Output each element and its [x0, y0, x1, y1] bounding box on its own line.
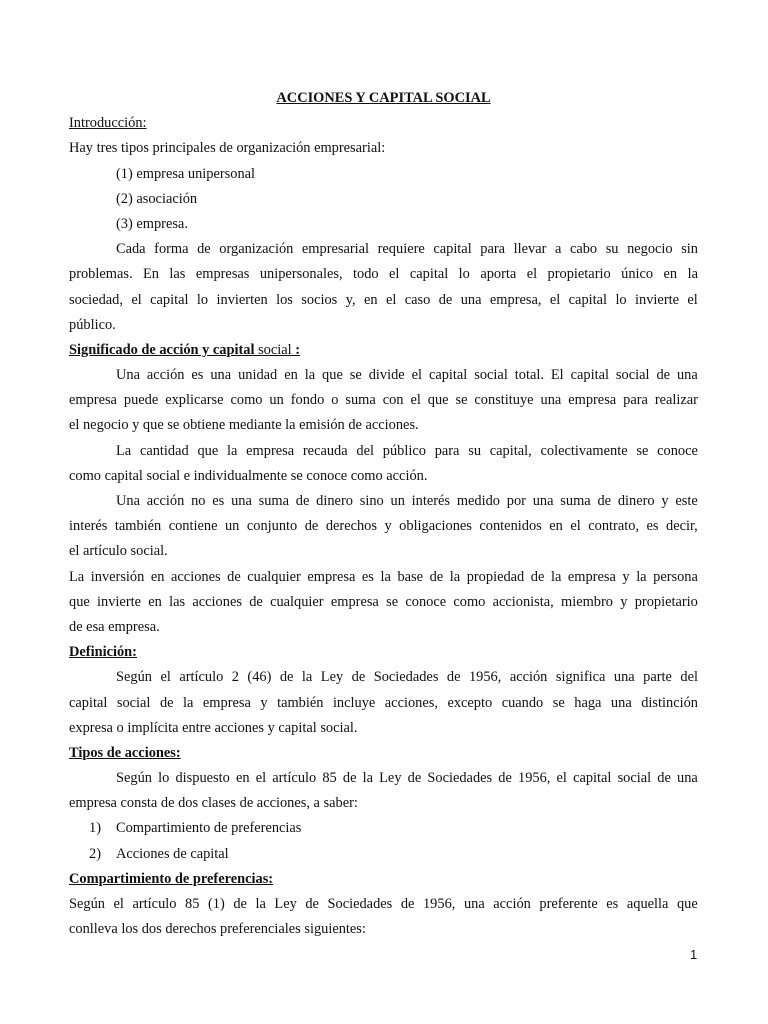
word: cualquier	[270, 593, 324, 610]
word: Ley	[379, 770, 402, 787]
word: constituye	[474, 392, 534, 409]
word: es	[646, 518, 659, 535]
word: cabo	[569, 241, 598, 258]
word: la	[362, 770, 373, 787]
word: acción	[509, 669, 548, 686]
word: La	[116, 442, 132, 459]
word: lo	[615, 291, 627, 308]
word: organización	[219, 241, 294, 258]
paragraph-line: expresa o implícita entre acciones y capital social.	[69, 719, 358, 736]
word: de	[279, 669, 294, 686]
word: la	[255, 896, 266, 912]
org-type-item: (2) asociación	[116, 190, 198, 207]
paragraph-line	[69, 237, 698, 262]
significado-heading-colon: :	[291, 341, 301, 358]
word: colectivamente	[540, 442, 628, 459]
word: y	[260, 694, 268, 711]
word: acción	[146, 493, 185, 509]
paragraph-line: el negocio y que se obtiene mediante la emisión de acciones.	[69, 417, 419, 434]
word: en	[284, 367, 298, 384]
word: en	[363, 291, 378, 308]
word: decir,	[666, 518, 698, 535]
word: contenidos	[479, 518, 542, 535]
word: empresa	[568, 392, 617, 409]
word: cantidad	[139, 442, 189, 459]
word: el	[113, 896, 124, 912]
word: este	[675, 493, 698, 509]
paragraph-line	[69, 288, 698, 313]
document-page	[69, 86, 698, 942]
word: el	[131, 291, 142, 308]
page-number: 1	[690, 947, 698, 962]
word: acción	[146, 367, 185, 384]
word: caso	[404, 291, 431, 308]
list-item-number: 1)	[89, 820, 101, 837]
word: artículo	[179, 669, 224, 686]
word: y	[620, 593, 628, 610]
word: Sociedades	[373, 669, 439, 686]
paragraph-line: de esa empresa.	[69, 618, 160, 635]
word: y	[384, 518, 392, 535]
word: conoce	[657, 442, 698, 459]
word: interés	[69, 518, 108, 535]
paragraph-line	[69, 665, 698, 690]
word: preferente	[539, 896, 598, 912]
word: Según	[116, 669, 152, 686]
word: 1956,	[518, 770, 551, 787]
word: un	[390, 493, 405, 509]
word: aporta	[480, 266, 517, 283]
word: empresa	[307, 568, 356, 585]
tipos-heading: Tipos de acciones:	[69, 744, 181, 761]
word: se	[636, 442, 649, 459]
word: se	[386, 593, 399, 610]
word: con	[382, 392, 404, 409]
word: contrato,	[588, 518, 639, 535]
word: derechos	[325, 518, 377, 535]
word: que	[197, 442, 219, 459]
intro-heading: Introducción:	[69, 115, 147, 132]
word: el	[255, 770, 267, 787]
word: invierten	[216, 291, 268, 308]
word: problemas.	[69, 266, 133, 283]
word: del	[680, 669, 698, 686]
word: capital	[573, 770, 612, 787]
word: capital	[428, 367, 468, 384]
word: invierte	[97, 593, 141, 610]
word: Sociedades	[427, 770, 493, 787]
word: la	[636, 568, 647, 585]
word: de	[438, 291, 453, 308]
paragraph-line: empresa consta de dos clases de acciones, a saber:	[69, 795, 358, 812]
word: fondo	[290, 392, 325, 409]
word: Una	[116, 367, 140, 384]
word: de	[530, 568, 545, 585]
word: Ley	[320, 669, 344, 686]
word: obligaciones	[399, 518, 472, 535]
intro-lead: Hay tres tipos principales de organización empresarial:	[69, 140, 386, 157]
word: social	[474, 367, 508, 384]
word: la	[304, 367, 316, 384]
word: persona	[653, 568, 698, 585]
word: de	[295, 493, 310, 509]
word: empresa	[567, 568, 616, 585]
word: base	[397, 568, 424, 585]
word: una	[460, 291, 482, 308]
word: cualquier	[247, 568, 301, 585]
word: de	[351, 669, 366, 686]
word: una	[610, 694, 632, 711]
word: que	[676, 896, 698, 912]
word: capital	[570, 367, 609, 384]
word: conoce	[405, 593, 447, 610]
word: llevar	[513, 241, 547, 258]
word: La	[69, 568, 85, 585]
word: de	[227, 568, 241, 585]
word: miembro	[561, 593, 613, 610]
word: negocio	[627, 241, 673, 258]
org-type-item: (3) empresa.	[116, 215, 188, 232]
word: dinero	[617, 493, 655, 509]
word: en	[549, 518, 563, 535]
word: realizar	[654, 392, 698, 409]
word: todo	[353, 266, 379, 283]
word: y,	[345, 291, 356, 308]
word: el	[389, 266, 400, 283]
word: el	[526, 266, 538, 283]
word: para	[623, 392, 648, 409]
word: de	[407, 770, 422, 787]
word: haga	[574, 694, 602, 711]
list-item	[69, 842, 698, 867]
org-type-item: (1) empresa unipersonal	[116, 165, 256, 182]
paragraph-line	[69, 514, 698, 539]
word: que	[322, 367, 343, 384]
word: es	[212, 493, 225, 509]
word: y	[661, 493, 669, 509]
list-item	[69, 816, 698, 841]
word: accionista,	[492, 593, 554, 610]
word: los	[276, 291, 293, 308]
word: es	[191, 367, 204, 384]
word: artículo	[272, 770, 317, 787]
word: incluye	[332, 694, 376, 711]
word: acción	[493, 896, 531, 912]
list-item-text: Compartimiento de preferencias	[116, 820, 302, 837]
word: no	[191, 493, 206, 509]
word: para	[480, 241, 506, 258]
word: capital	[409, 266, 449, 283]
word: que	[69, 593, 90, 610]
word: Según	[116, 770, 152, 787]
word: empresa	[69, 392, 117, 409]
word: el	[385, 291, 397, 308]
word: la	[380, 568, 391, 585]
significado-heading-bold: Significado de acción y capital	[69, 341, 255, 358]
word: inversión	[90, 568, 145, 585]
word: como	[230, 392, 263, 409]
word: parte	[643, 669, 672, 686]
word: una	[677, 770, 698, 787]
paragraph-line: como capital social e individualmente se conoce como acción.	[69, 467, 428, 484]
word: de	[597, 493, 612, 509]
word: suma	[345, 392, 376, 409]
word: de	[657, 770, 671, 787]
word: propiedad	[466, 568, 525, 585]
word: de	[249, 593, 263, 610]
significado-heading-normal: social	[254, 341, 292, 358]
word: de	[159, 694, 174, 711]
word: (46)	[247, 669, 272, 686]
word: socios	[301, 291, 338, 308]
paragraph-line	[69, 439, 698, 464]
paragraph-line	[69, 766, 698, 791]
word: en	[235, 770, 250, 787]
word: de	[429, 568, 444, 585]
word: Cada	[116, 241, 146, 258]
word: conjunto	[246, 518, 298, 535]
significado-heading	[69, 338, 698, 363]
word: el	[556, 770, 567, 787]
word: la	[227, 442, 238, 459]
word: distinción	[641, 694, 698, 711]
word: de	[446, 669, 461, 686]
word: de	[342, 770, 357, 787]
word: capital	[568, 291, 608, 308]
word: unidad	[238, 367, 278, 384]
word: su	[468, 442, 482, 459]
word: las	[169, 593, 186, 610]
paragraph-line	[69, 691, 698, 716]
word: 1956,	[468, 669, 502, 686]
word: también	[277, 694, 324, 711]
word: interés	[411, 493, 451, 509]
word: 85	[322, 770, 337, 787]
word: una	[210, 367, 232, 384]
paragraph-line	[69, 262, 698, 287]
word: excepto	[447, 694, 493, 711]
word: en	[148, 593, 162, 610]
word: una	[676, 367, 698, 384]
paragraph-line	[69, 590, 698, 615]
word: capital	[150, 291, 189, 308]
word: la	[301, 669, 313, 686]
word: en	[663, 266, 678, 283]
word: por	[506, 493, 526, 509]
word: dinero	[316, 493, 353, 509]
word: invierte	[635, 291, 679, 308]
word: explicarse	[165, 392, 224, 409]
word: contiene	[168, 518, 218, 535]
paragraph-line	[69, 388, 698, 413]
word: (1)	[207, 896, 225, 912]
word: social	[617, 770, 652, 787]
word: de	[305, 896, 319, 912]
list-item-text: Acciones de capital	[116, 845, 229, 862]
word: 85	[185, 896, 200, 912]
word: unipersonales,	[259, 266, 343, 283]
word: del	[356, 442, 374, 459]
word: social	[615, 367, 650, 384]
word: acciones	[171, 568, 221, 585]
word: el	[549, 291, 561, 308]
word: artículo	[132, 896, 177, 912]
word: las	[169, 266, 186, 283]
word: medido	[456, 493, 500, 509]
definicion-heading: Definición:	[69, 644, 137, 661]
word: capital	[69, 694, 108, 711]
word: un	[269, 392, 284, 409]
word: forma	[154, 241, 189, 258]
word: Una	[116, 493, 140, 509]
word: y	[622, 568, 630, 585]
word: de	[304, 518, 319, 535]
word: cuando	[501, 694, 544, 711]
word: el	[687, 291, 698, 308]
word: la	[550, 568, 562, 585]
word: el	[160, 669, 171, 686]
word: lo	[458, 266, 470, 283]
word: público	[382, 442, 426, 459]
word: requiere	[377, 241, 425, 258]
word: el	[410, 392, 421, 409]
word: se	[455, 392, 468, 409]
word: puede	[123, 392, 159, 409]
word: de	[233, 896, 247, 912]
word: Sociedades	[327, 896, 393, 912]
word: la	[687, 266, 698, 283]
word: empresa	[246, 442, 295, 459]
word: dispuesto	[175, 770, 230, 787]
word: sociedad,	[69, 291, 123, 308]
word: total.	[514, 367, 544, 384]
word: Según	[69, 896, 105, 912]
paragraph-line: conlleva los dos derechos preferenciales siguientes:	[69, 921, 366, 938]
word: sino	[359, 493, 384, 509]
word: es	[606, 896, 619, 912]
word: una	[532, 493, 554, 509]
word: significa	[555, 669, 606, 686]
word: El	[550, 367, 564, 384]
word: recauda	[302, 442, 348, 459]
word: empresas	[195, 266, 250, 283]
word: suma	[560, 493, 591, 509]
paragraph-line	[69, 565, 698, 590]
word: el	[411, 367, 423, 384]
word: una	[231, 493, 252, 509]
word: que	[427, 392, 449, 409]
word: de	[656, 367, 671, 384]
word: una	[613, 669, 635, 686]
word: acciones	[192, 593, 242, 610]
word: 2	[231, 669, 239, 686]
word: Ley	[274, 896, 297, 912]
word: divide	[368, 367, 405, 384]
list-item-number: 2)	[89, 845, 101, 862]
word: se	[552, 694, 565, 711]
paragraph-line	[69, 363, 698, 388]
word: suma	[258, 493, 290, 509]
word: a	[554, 241, 562, 258]
word: una	[540, 392, 562, 409]
word: el	[570, 518, 581, 535]
word: la	[449, 568, 461, 585]
word: empresa	[330, 593, 379, 610]
word: empresarial	[301, 241, 370, 258]
word: acciones,	[384, 694, 438, 711]
paragraph-line: público.	[69, 316, 116, 333]
word: o	[331, 392, 339, 409]
compartimiento-heading: Compartimiento de preferencias:	[69, 870, 274, 887]
word: empresa,	[489, 291, 542, 308]
word: un	[224, 518, 240, 535]
word: también	[114, 518, 162, 535]
word: capital,	[489, 442, 532, 459]
paragraph-line	[69, 489, 698, 514]
word: la	[183, 694, 194, 711]
word: en	[150, 568, 165, 585]
paragraph-line	[69, 892, 698, 917]
word: una	[463, 896, 485, 912]
word: 1956,	[422, 896, 456, 912]
word: En	[142, 266, 159, 283]
word: como	[453, 593, 486, 610]
document-title: ACCIONES Y CAPITAL SOCIAL	[276, 90, 491, 106]
word: su	[605, 241, 619, 258]
word: único	[621, 266, 654, 283]
word: lo	[196, 291, 209, 308]
word: lo	[158, 770, 170, 787]
word: de	[197, 241, 211, 258]
word: aquella	[626, 896, 669, 912]
word: se	[349, 367, 362, 384]
word: empresa	[202, 694, 251, 711]
word: es	[361, 568, 374, 585]
word: capital	[433, 241, 472, 258]
word: de	[498, 770, 512, 787]
word: propietario	[634, 593, 698, 610]
word: propietario	[547, 266, 611, 283]
word: de	[400, 896, 415, 912]
paragraph-line: el artículo social.	[69, 543, 168, 560]
word: social	[116, 694, 151, 711]
word: sin	[681, 241, 698, 258]
word: para	[434, 442, 460, 459]
